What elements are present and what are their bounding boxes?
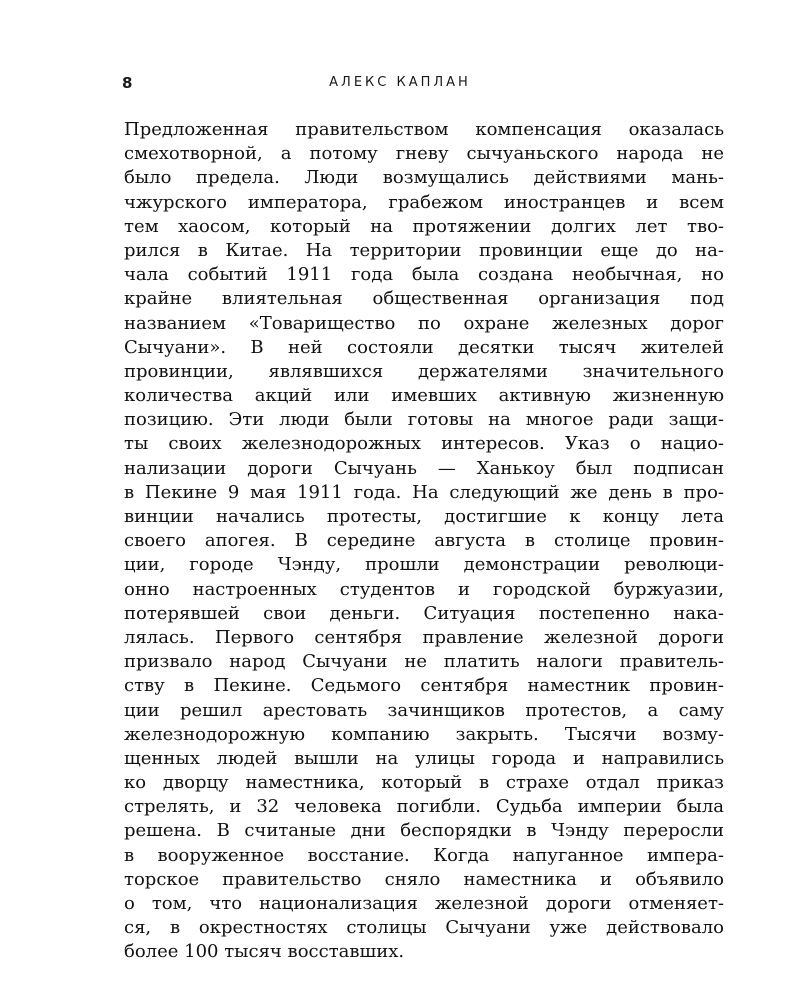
text-line: о том, что национализация железной дороги отменяет- [124, 893, 724, 914]
text-line: чала событий 1911 года была создана необычная, но [124, 264, 724, 286]
text-line: более 100 тысяч восставших. [124, 941, 405, 963]
text-line: решена. В считаные дни беспорядки в Чэнду переросли [124, 820, 724, 842]
text-line: ции решил арестовать зачинщиков протестов, а саму [124, 699, 724, 721]
text-line: онно настроенных студентов и городской буржуазии, [124, 578, 724, 600]
page-number: 8 [122, 74, 133, 92]
text-line: стрелять, и 32 человека погибли. Судьба империи была [124, 796, 724, 818]
text-line: ции, городе Чэнду, прошли демонстрации революци- [124, 554, 724, 576]
text-line: своего апогея. В середине августа в столице провин- [124, 530, 724, 552]
text-line: смехотворной, а потому гневу сычуаньского народа не [124, 143, 724, 165]
text-line: лялась. Первого сентября правление железной дороги [124, 626, 724, 648]
text-line: призвало народ Сычуани не платить налоги правитель- [124, 651, 724, 673]
text-line: ты своих железнодорожных интересов. Указ о нацио- [124, 433, 724, 455]
text-line: в Пекине 9 мая 1911 года. На следующий же день в про- [124, 481, 724, 503]
text-line: ся, в окрестностях столицы Сычуани уже действовало [124, 917, 724, 939]
text-line: тем хаосом, который на протяжении долгих лет тво- [124, 215, 724, 237]
text-line: крайне влиятельная общественная организация под [124, 288, 724, 310]
text-line: ству в Пекине. Седьмого сентября наместник провин- [124, 675, 724, 697]
text-line: торское правительство сняло наместника и объявило [124, 868, 724, 890]
text-line: количества акций или имевших активную жизненную [124, 385, 724, 407]
text-line: позицию. Эти люди были готовы на многое ради защи- [124, 409, 724, 431]
text-line: Сычуани». В ней состояли десятки тысяч жителей [124, 336, 724, 358]
running-head: АЛЕКС КАПЛАН [329, 75, 471, 90]
text-line: в вооруженное восстание. Когда напуганное импера- [124, 844, 724, 866]
text-line: названием «Товарищество по охране железных дорог [124, 312, 724, 334]
text-line: ко дворцу наместника, который в страхе отдал приказ [124, 772, 724, 794]
text-line: чжурского императора, грабежом иностранцев и всем [124, 191, 724, 213]
text-line: винции начались протесты, достигшие к концу лета [124, 506, 724, 527]
text-line: железнодорожную компанию закрыть. Тысячи возму- [124, 723, 724, 745]
text-line: потерявшей свои деньги. Ситуация постепенно нака- [124, 602, 724, 624]
text-line: было предела. Люди возмущались действиями мань- [124, 167, 724, 189]
body-text [124, 118, 724, 965]
text-line: нализации дороги Сычуань — Ханькоу был подписан [124, 457, 724, 479]
text-line: Предложенная правительством компенсация оказалась [124, 119, 724, 140]
text-line: рился в Китае. На территории провинции еще до на- [124, 239, 724, 261]
text-line: провинции, являвшихся держателями значительного [124, 360, 724, 382]
text-line: щенных людей вышли на улицы города и направились [124, 747, 724, 769]
